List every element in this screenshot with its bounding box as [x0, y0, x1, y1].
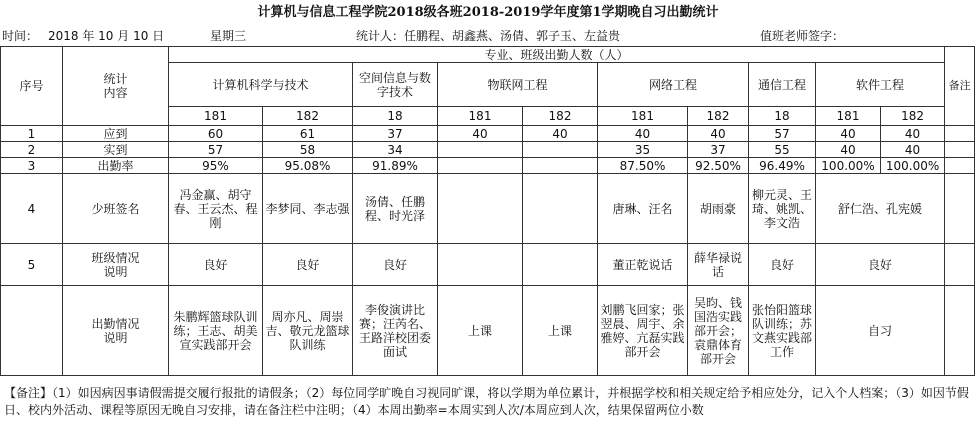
row-label: 少班签名 — [63, 174, 169, 244]
table-cell: 董正乾说话 — [598, 244, 688, 286]
table-cell: 37 — [353, 126, 438, 142]
table-cell: 40 — [816, 126, 881, 142]
remark-cell — [945, 244, 975, 286]
major-header: 计算机科学与技术 — [169, 63, 353, 107]
class-header: 182 — [523, 107, 598, 126]
table-cell: 李梦同、李志强 — [263, 174, 353, 244]
class-header: 181 — [438, 107, 523, 126]
table-cell: 冯金赢、胡守春、王云杰、程刚 — [169, 174, 263, 244]
meta-bar — [0, 26, 976, 46]
class-header: 18 — [353, 107, 438, 126]
table-cell: 87.50% — [598, 158, 688, 174]
major-header: 通信工程 — [749, 63, 816, 107]
table-cell: 良好 — [749, 244, 816, 286]
table-cell: 上课 — [438, 286, 523, 376]
table-cell: 100.00% — [881, 158, 945, 174]
table-cell: 40 — [523, 126, 598, 142]
table-cell: 良好 — [169, 244, 263, 286]
table-cell — [523, 244, 598, 286]
row-seq: 3 — [1, 158, 63, 174]
table-cell: 柳元灵、王琦、姚凯、李文浩 — [749, 174, 816, 244]
table-cell: 60 — [169, 126, 263, 142]
class-header: 182 — [881, 107, 945, 126]
row-seq: 2 — [1, 142, 63, 158]
table-cell: 57 — [749, 126, 816, 142]
table-cell: 上课 — [523, 286, 598, 376]
table-cell: 57 — [169, 142, 263, 158]
counters: 统计人：任鹏程、胡鑫燕、汤倩、郭子玉、左益贵 — [356, 29, 621, 43]
row-seq: 4 — [1, 174, 63, 244]
remark-cell — [945, 286, 975, 376]
table-cell — [523, 158, 598, 174]
date-value: 2018 年 10 月 10 日 — [48, 29, 165, 43]
row-label: 出勤率 — [63, 158, 169, 174]
table-cell: 100.00% — [816, 158, 881, 174]
major-header: 软件工程 — [816, 63, 945, 107]
row-seq: 1 — [1, 126, 63, 142]
table-cell: 40 — [598, 126, 688, 142]
major-header: 空间信息与数字技术 — [353, 63, 438, 107]
table-cell — [438, 174, 523, 244]
table-cell — [523, 174, 598, 244]
table-cell: 95.08% — [263, 158, 353, 174]
table-cell — [438, 158, 523, 174]
remark-cell — [945, 158, 975, 174]
table-cell: 61 — [263, 126, 353, 142]
remark-cell — [945, 142, 975, 158]
attendance-table — [0, 46, 975, 376]
table-cell: 吴昀、钱国浩实践部开会；袁鼎体育部开会 — [688, 286, 749, 376]
table-cell: 40 — [881, 142, 945, 158]
table-cell: 92.50% — [688, 158, 749, 174]
major-header: 网络工程 — [598, 63, 749, 107]
table-cell: 唐琳、汪名 — [598, 174, 688, 244]
table-cell: 刘鹏飞回家；张翌晨、周宇、余雅婷、亢磊实践部开会 — [598, 286, 688, 376]
header-remark: 备注 — [945, 47, 975, 126]
table-cell: 良好 — [353, 244, 438, 286]
sheet-title: 计算机与信息工程学院2018级各班2018-2019学年度第1学期晚自习出勤统计 — [257, 5, 719, 20]
date-label: 时间： — [2, 29, 39, 43]
class-header: 181 — [169, 107, 263, 126]
header-group: 专业、班级出勤人数（人） — [169, 47, 945, 63]
teacher-sign: 值班老师签字： — [760, 29, 845, 43]
table-cell — [523, 142, 598, 158]
table-cell: 91.89% — [353, 158, 438, 174]
table-cell: 胡雨豪 — [688, 174, 749, 244]
table-cell: 34 — [353, 142, 438, 158]
remark-cell — [945, 174, 975, 244]
table-cell: 95% — [169, 158, 263, 174]
table-cell: 周亦凡、周崇吉、敬元龙篮球队训练 — [263, 286, 353, 376]
row-label: 应到 — [63, 126, 169, 142]
table-cell: 良好 — [263, 244, 353, 286]
table-cell: 40 — [816, 142, 881, 158]
table-cell: 张怡阳篮球队训练；苏文燕实践部工作 — [749, 286, 816, 376]
table-cell: 李俊演讲比赛；汪芮名、王路洋校团委面试 — [353, 286, 438, 376]
class-header: 181 — [816, 107, 881, 126]
major-header: 物联网工程 — [438, 63, 598, 107]
table-cell: 舒仁浩、孔宪媛 — [816, 174, 945, 244]
class-header: 182 — [263, 107, 353, 126]
row-label: 实到 — [63, 142, 169, 158]
row-seq — [1, 286, 63, 376]
table-cell — [438, 142, 523, 158]
header-seq: 序号 — [1, 47, 63, 126]
class-header: 181 — [598, 107, 688, 126]
row-seq: 5 — [1, 244, 63, 286]
row-label: 班级情况 说明 — [63, 244, 169, 286]
remark-cell — [945, 126, 975, 142]
table-cell: 自习 — [816, 286, 945, 376]
table-cell: 朱鹏辉篮球队训练；王志、胡美宣实践部开会 — [169, 286, 263, 376]
table-cell: 良好 — [816, 244, 945, 286]
table-cell: 40 — [881, 126, 945, 142]
table-cell: 35 — [598, 142, 688, 158]
table-cell: 37 — [688, 142, 749, 158]
table-cell: 58 — [263, 142, 353, 158]
table-cell: 40 — [688, 126, 749, 142]
notes: 【备注】（1）如因病因事请假需提交履行报批的请假条；（2）每位同学旷晚自习视同旷课，将以学期为单位累计，并根据学校和相关规定给予相应处分，记入个人档案；（3）如因节假日、校内外活动、课程等原因无晚自习安排，请在备注栏中注明；（4）本周出勤率=本周实到人次/本周应到人次，结果保留两位小数 — [4, 386, 969, 417]
table-cell: 96.49% — [749, 158, 816, 174]
table-cell: 55 — [749, 142, 816, 158]
table-cell: 汤倩、任鹏程、时光泽 — [353, 174, 438, 244]
class-header: 18 — [749, 107, 816, 126]
table-cell: 薛华禄说话 — [688, 244, 749, 286]
row-label: 出勤情况 说明 — [63, 286, 169, 376]
class-header: 182 — [688, 107, 749, 126]
table-cell — [438, 244, 523, 286]
header-stat: 统计 内容 — [63, 47, 169, 126]
table-cell: 40 — [438, 126, 523, 142]
weekday: 星期三 — [210, 29, 247, 43]
